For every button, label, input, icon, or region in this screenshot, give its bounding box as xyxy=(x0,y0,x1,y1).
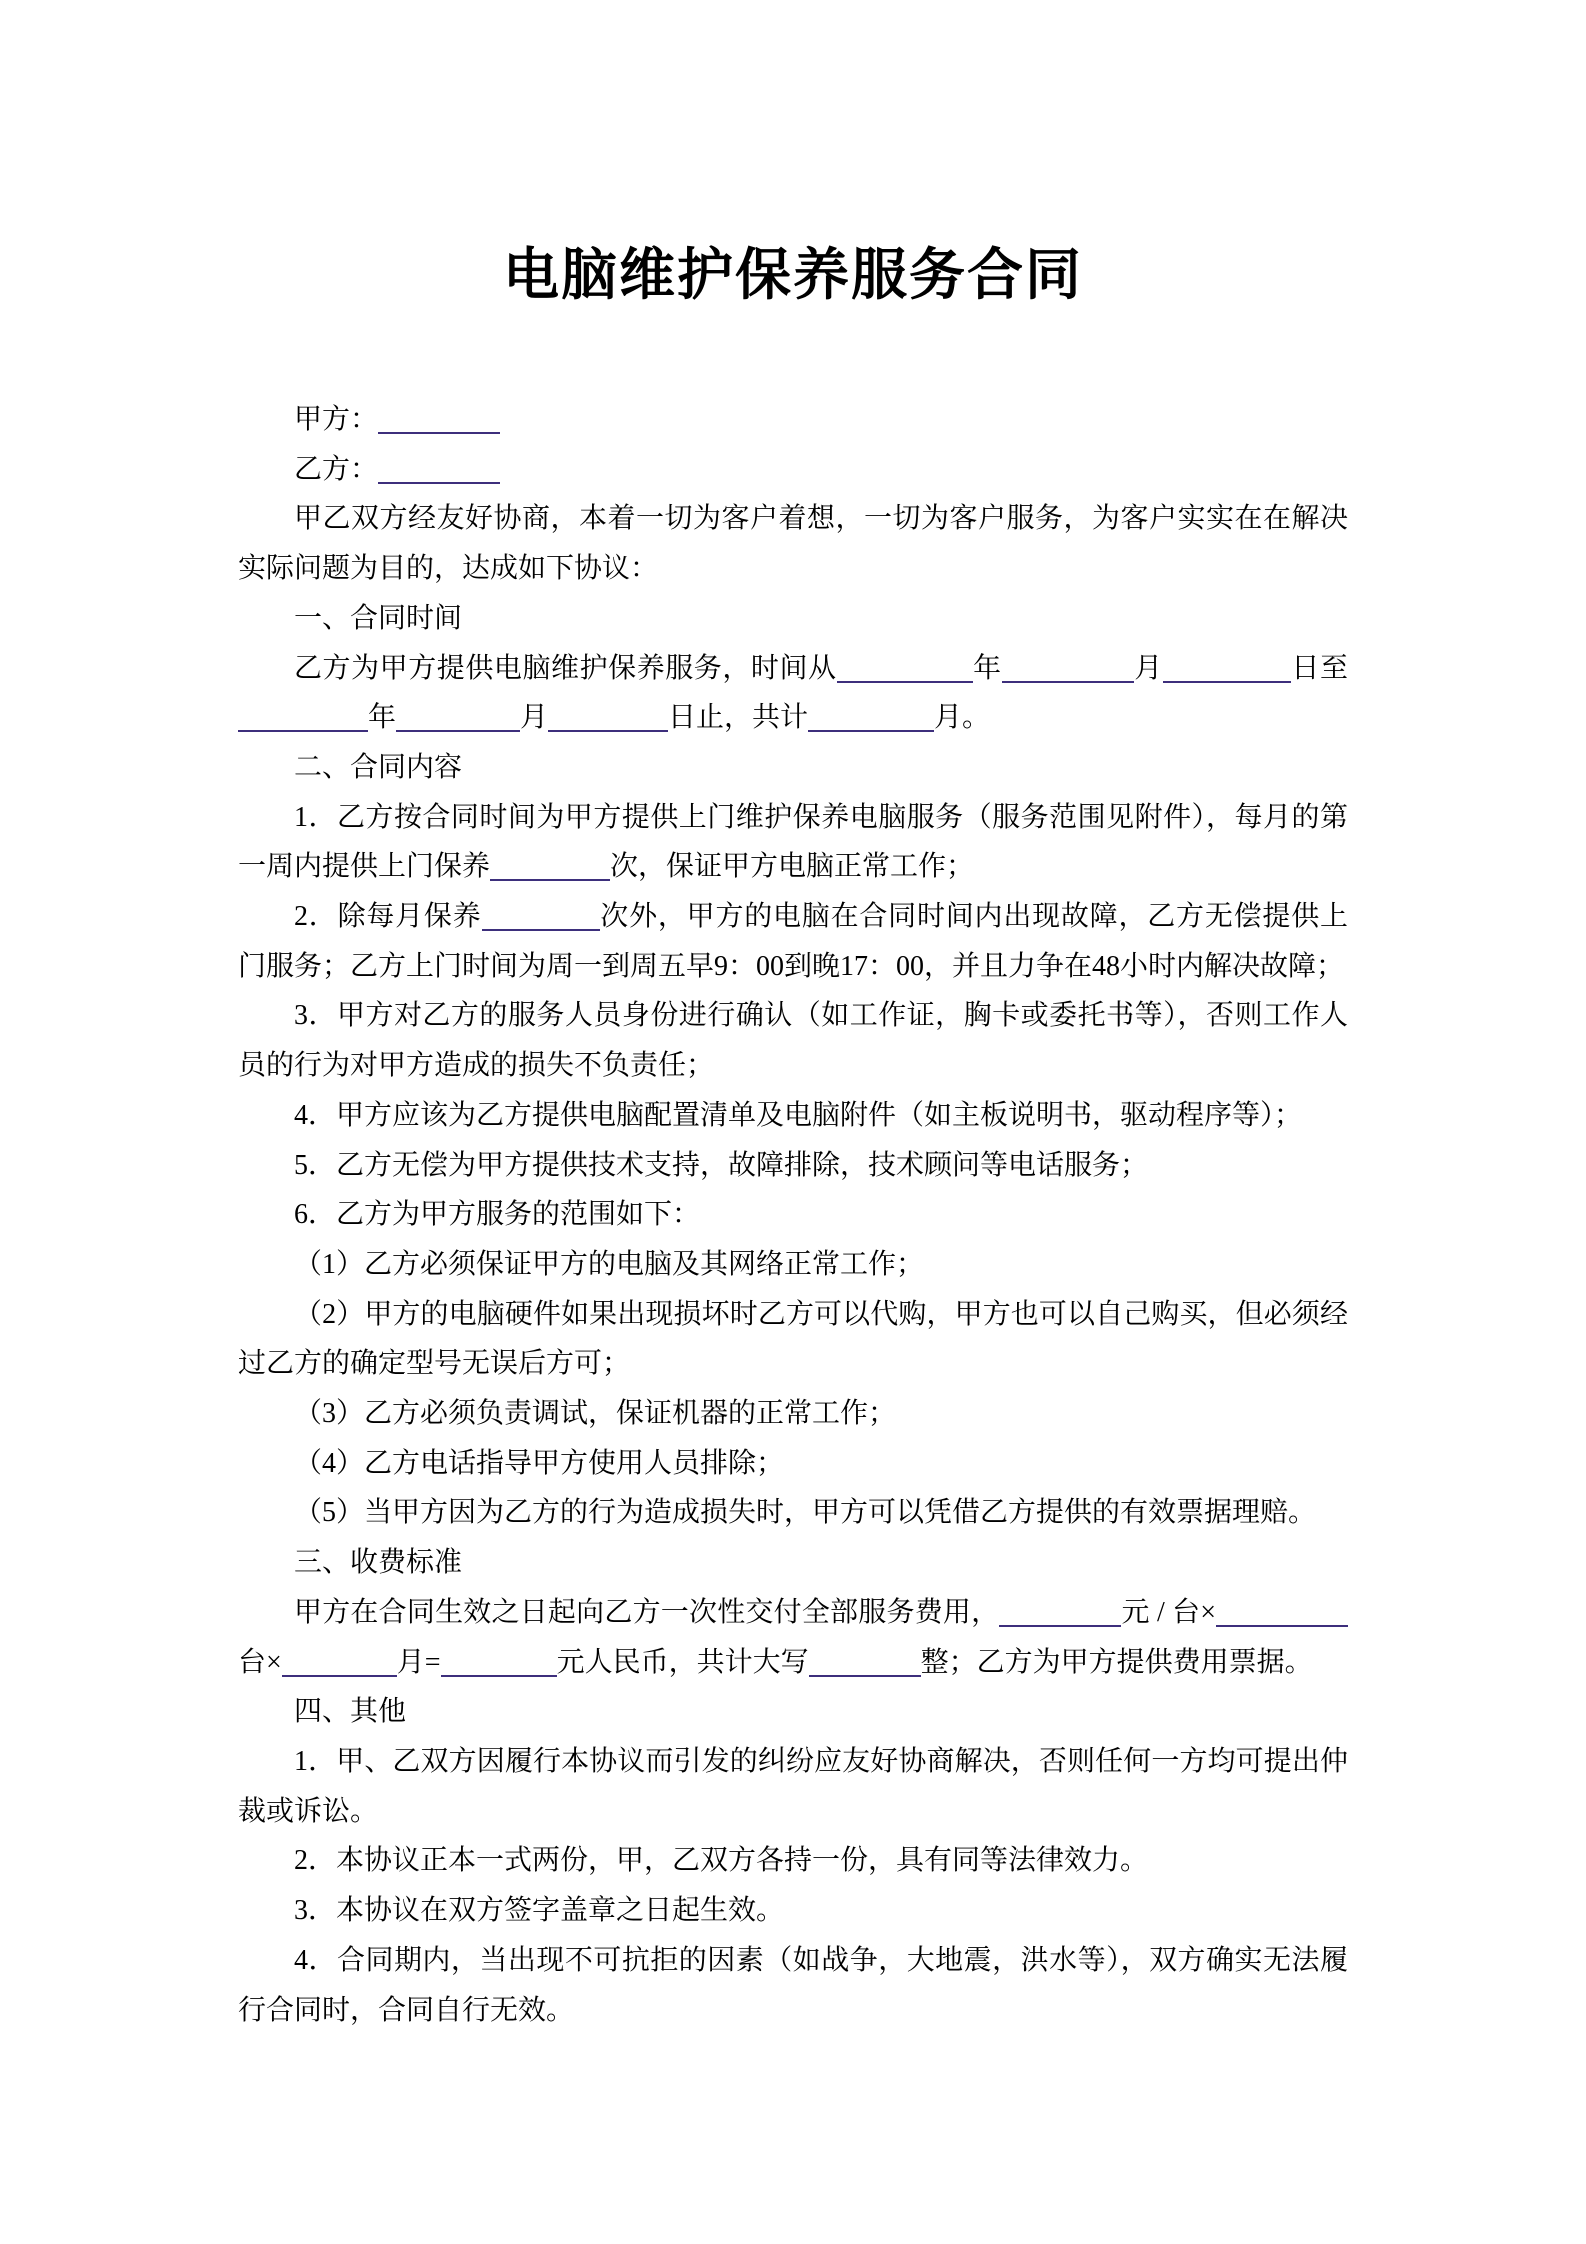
clause-4-2: 2．本协议正本一式两份，甲，乙双方各持一份，具有同等法律效力。 xyxy=(294,1845,1149,1877)
clause-2-3: 3．甲方对乙方的服务人员身份进行确认（如工作证，胸卡或委托书等），否则工作人员的行为对甲方造成的损失不负责任； xyxy=(238,1000,1348,1082)
clause-2-6-item-5: （5）当甲方因为乙方的行为造成损失时，甲方可以凭借乙方提供的有效票据理赔。 xyxy=(294,1497,1317,1529)
document-title: 电脑维护保养服务合同 xyxy=(503,245,1083,307)
clause-2-6-item-3: （3）乙方必须负责调试，保证机器的正常工作； xyxy=(294,1398,897,1430)
clause-2-6-item-2: （2）甲方的电脑硬件如果出现损坏时乙方可以代购，甲方也可以自己购买，但必须经过乙方的确定型号无误后方可； xyxy=(238,1298,1348,1380)
contract-term-clause: 乙方为甲方提供电脑维护保养服务，时间从 年 月 日至年 月 日止，共计 月。 xyxy=(238,644,1348,743)
preamble: 甲乙双方经友好协商，本着一切为客户着想，一切为客户服务，为客户实实在在解决实际问题为目的，达成如下协议： xyxy=(238,503,1348,585)
document-body xyxy=(238,395,1348,2035)
fill-in-blank[interactable] xyxy=(1216,1595,1348,1627)
fill-in-blank[interactable] xyxy=(809,1645,921,1677)
section-1-heading: 一、合同时间 xyxy=(294,602,463,634)
clause-4-3: 3．本协议在双方签字盖章之日起生效。 xyxy=(294,1895,785,1927)
clause-4-1: 1．甲、乙双方因履行本协议而引发的纠纷应友好协商解决，否则任何一方均可提出仲裁或诉讼。 xyxy=(238,1745,1348,1827)
fill-in-blank[interactable] xyxy=(1002,651,1134,683)
fill-in-blank[interactable] xyxy=(238,700,368,732)
fill-in-blank[interactable] xyxy=(282,1645,397,1677)
fill-in-blank[interactable] xyxy=(441,1645,557,1677)
fill-in-blank[interactable] xyxy=(837,651,973,683)
fill-in-blank[interactable] xyxy=(490,849,610,881)
fill-in-blank[interactable] xyxy=(999,1595,1121,1627)
clause-2-6-item-1: （1）乙方必须保证甲方的电脑及其网络正常工作； xyxy=(294,1248,925,1280)
payment-clause: 甲方在合同生效之日起向乙方一次性交付全部服务费用， 元 / 台×台× 月= 元人民币，共计大写 整；乙方为甲方提供费用票据。 xyxy=(238,1588,1348,1687)
fill-in-blank[interactable] xyxy=(548,700,668,732)
section-3-heading: 三、收费标准 xyxy=(294,1547,463,1579)
clause-4-4: 4．合同期内，当出现不可抗拒的因素（如战争，大地震，洪水等），双方确实无法履行合同时，合同自行无效。 xyxy=(238,1944,1348,2026)
clause-2-6: 6．乙方为甲方服务的范围如下： xyxy=(294,1199,701,1231)
fill-in-blank[interactable] xyxy=(482,899,600,931)
section-2-heading: 二、合同内容 xyxy=(294,751,463,783)
clause-2-2: 2．除每月保养 次外，甲方的电脑在合同时间内出现故障，乙方无偿提供上门服务；乙方上门时间为周一到周五早9：00到晚17：00，并且力争在48小时内解决故障； xyxy=(238,901,1348,982)
fill-in-blank[interactable] xyxy=(378,452,500,484)
section-4-heading: 四、其他 xyxy=(294,1696,407,1728)
fill-in-blank[interactable] xyxy=(1163,651,1291,683)
clause-2-4: 4．甲方应该为乙方提供电脑配置清单及电脑附件（如主板说明书，驱动程序等）； xyxy=(294,1099,1303,1131)
clause-2-6-item-4: （4）乙方电话指导甲方使用人员排除； xyxy=(294,1447,785,1479)
party-a-line: 甲方： xyxy=(238,395,1348,445)
fill-in-blank[interactable] xyxy=(396,700,520,732)
party-b-line: 乙方： xyxy=(238,445,1348,495)
clause-2-1: 1．乙方按合同时间为甲方提供上门维护保养电脑服务（服务范围见附件），每月的第一周内提供上门保养 次，保证甲方电脑正常工作； xyxy=(238,801,1348,883)
clause-2-5: 5．乙方无偿为甲方提供技术支持，故障排除，技术顾问等电话服务； xyxy=(294,1149,1149,1181)
fill-in-blank[interactable] xyxy=(808,700,934,732)
fill-in-blank[interactable] xyxy=(378,402,500,434)
